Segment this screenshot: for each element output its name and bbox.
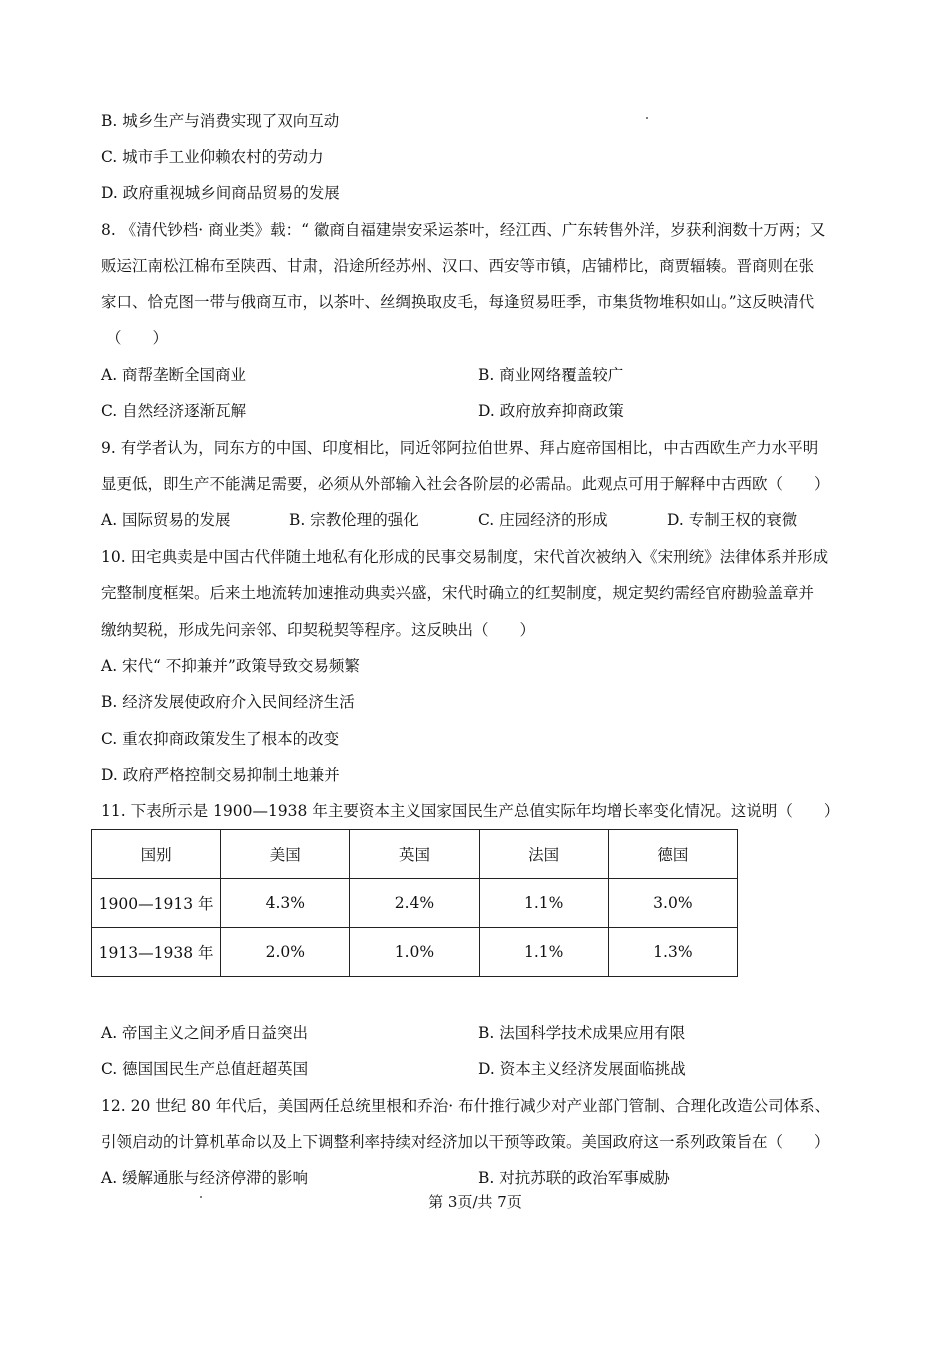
q11-option-d: D. 资本主义经济发展面临挑战 bbox=[478, 1060, 686, 1078]
scan-speck bbox=[646, 117, 648, 119]
table-row bbox=[92, 879, 738, 928]
table-cell: 4.3% bbox=[221, 879, 350, 928]
table-cell: 2.0% bbox=[221, 928, 350, 977]
table-header-cell: 德国 bbox=[608, 830, 737, 879]
q9-option-c: C. 庄园经济的形成 bbox=[478, 511, 608, 529]
q9-stem-line-2: 显更低，即生产不能满足需要，必须从外部输入社会各阶层的必需品。此观点可用于解释中古西欧（ ） bbox=[101, 475, 830, 493]
page-footer: 第 3页/共 7页 bbox=[428, 1193, 522, 1211]
table-cell: 1.1% bbox=[479, 928, 608, 977]
q7-option-b: B. 城乡生产与消费实现了双向互动 bbox=[101, 112, 340, 130]
table-row bbox=[92, 928, 738, 977]
q10-option-d: D. 政府严格控制交易抑制土地兼并 bbox=[101, 766, 340, 784]
q9-stem-line-1: 9. 有学者认为，同东方的中国、印度相比，同近邻阿拉伯世界、拜占庭帝国相比，中古西欧生产力水平明 bbox=[101, 439, 819, 457]
table-header-cell: 英国 bbox=[350, 830, 479, 879]
q10-stem-line-3: 缴纳契税，形成先问亲邻、印契税契等程序。这反映出（ ） bbox=[101, 621, 536, 639]
q12-option-b: B. 对抗苏联的政治军事威胁 bbox=[478, 1169, 670, 1187]
q11-option-b: B. 法国科学技术成果应用有限 bbox=[478, 1024, 686, 1042]
q10-option-b: B. 经济发展使政府介入民间经济生活 bbox=[101, 693, 355, 711]
q8-stem-line-2: 贩运江南松江棉布至陕西、甘肃，沿途所经苏州、汉口、西安等市镇，店铺栉比，商贾辐辏。晋商则在张 bbox=[101, 257, 815, 275]
q9-option-b: B. 宗教伦理的强化 bbox=[289, 511, 419, 529]
gnp-growth-table bbox=[91, 829, 738, 977]
q8-option-d: D. 政府放弃抑商政策 bbox=[478, 402, 624, 420]
q9-option-d: D. 专制王权的衰微 bbox=[667, 511, 798, 529]
q9-option-a: A. 国际贸易的发展 bbox=[101, 511, 231, 529]
q10-stem-line-1: 10. 田宅典卖是中国古代伴随土地私有化形成的民事交易制度，宋代首次被纳入《宋刑统》法律体系并形成 bbox=[101, 548, 829, 566]
table-header-cell: 美国 bbox=[221, 830, 350, 879]
table-header-cell: 国别 bbox=[92, 830, 221, 879]
q12-stem-line-1: 12. 20 世纪 80 年代后，美国两任总统里根和乔治· 布什推行减少对产业部门管制、合理化改造公司体系、 bbox=[101, 1097, 831, 1115]
q8-stem-line-1: 8. 《清代钞档· 商业类》载：“ 徽商自福建崇安采运茶叶，经江西、广东转售外洋，岁获利润数十万两；又 bbox=[101, 221, 826, 239]
q8-answer-blank: （ ） bbox=[106, 329, 169, 347]
q7-option-c: C. 城市手工业仰赖农村的劳动力 bbox=[101, 148, 324, 166]
q8-stem-line-3: 家口、恰克图一带与俄商互市，以茶叶、丝绸换取皮毛，每逢贸易旺季，市集货物堆积如山。”这反映清代 bbox=[101, 293, 815, 311]
q11-option-c: C. 德国国民生产总值赶超英国 bbox=[101, 1060, 309, 1078]
q10-option-a: A. 宋代“ 不抑兼并”政策导致交易频繁 bbox=[101, 657, 360, 675]
table-cell: 1913—1938 年 bbox=[92, 928, 221, 977]
q10-stem-line-2: 完整制度框架。后来土地流转加速推动典卖兴盛，宋代时确立的红契制度，规定契约需经官府勘验盖章并 bbox=[101, 584, 815, 602]
table-cell: 1.0% bbox=[350, 928, 479, 977]
q7-option-d: D. 政府重视城乡间商品贸易的发展 bbox=[101, 184, 340, 202]
table-cell: 1.3% bbox=[608, 928, 737, 977]
table-cell: 1900—1913 年 bbox=[92, 879, 221, 928]
q12-option-a: A. 缓解通胀与经济停滞的影响 bbox=[101, 1169, 309, 1187]
q8-option-c: C. 自然经济逐渐瓦解 bbox=[101, 402, 247, 420]
q8-option-b: B. 商业网络覆盖较广 bbox=[478, 366, 624, 384]
q12-stem-line-2: 引领启动的计算机革命以及上下调整利率持续对经济加以干预等政策。美国政府这一系列政策旨在（ ） bbox=[101, 1133, 830, 1151]
table-cell: 3.0% bbox=[608, 879, 737, 928]
q11-option-a: A. 帝国主义之间矛盾日益突出 bbox=[101, 1024, 309, 1042]
table-cell: 1.1% bbox=[479, 879, 608, 928]
table-cell: 2.4% bbox=[350, 879, 479, 928]
q8-option-a: A. 商帮垄断全国商业 bbox=[101, 366, 247, 384]
q11-stem: 11. 下表所示是 1900—1938 年主要资本主义国家国民生产总值实际年均增长率变化情况。这说明（ ） bbox=[101, 802, 840, 820]
table-header-row bbox=[92, 830, 738, 879]
q10-option-c: C. 重农抑商政策发生了根本的改变 bbox=[101, 730, 340, 748]
table-header-cell: 法国 bbox=[479, 830, 608, 879]
